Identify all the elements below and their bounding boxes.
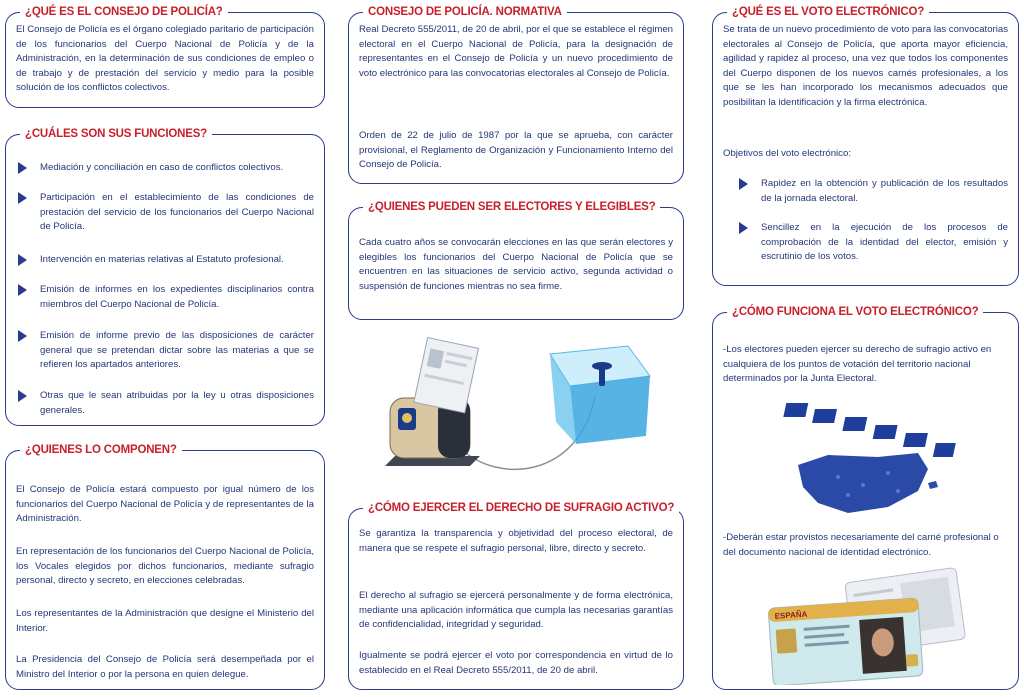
funciones-title: ¿CUÁLES SON SUS FUNCIONES? bbox=[20, 125, 212, 143]
normativa-paragraph: Real Decreto 555/2011, de 20 de abril, por el que se establece el régimen electoral en el Cuerpo Nacional de Policía, para la designación de representantes en el Consejo de Policía y un nuevo procedimiento de voto electrónico para las convocatorias electorales al Consejo de Policía. bbox=[359, 24, 673, 79]
normativa-title: CONSEJO DE POLICÍA. NORMATIVA bbox=[363, 3, 567, 21]
componen-paragraph: Los representantes de la Administración que designe el Ministerio del Interior. bbox=[16, 608, 314, 634]
list-item: Rapidez en la obtención y publicación de los resultados de la jornada electoral. bbox=[737, 177, 1008, 206]
normativa-box bbox=[348, 6, 684, 184]
arrow-right-icon bbox=[18, 254, 27, 266]
card-country-text: ESPAÑA bbox=[774, 609, 808, 621]
list-item: Participación en el establecimiento de las condiciones de prestación del servicio de los funcionarios del Cuerpo Nacional de Policía. bbox=[16, 191, 314, 235]
funciona-box bbox=[712, 306, 1019, 690]
arrow-right-icon bbox=[18, 390, 27, 402]
funciona-title: ¿CÓMO FUNCIONA EL VOTO ELECTRÓNICO? bbox=[727, 303, 983, 321]
list-item: Sencillez en la ejecución de los procesos de comprobación de la identidad del elector, emisión y escrutinio de los votos. bbox=[737, 221, 1008, 265]
componen-paragraph: La Presidencia del Consejo de Policía será desempeñada por el Ministro del Interior o por la persona en quien delegue. bbox=[16, 654, 314, 680]
card-reader-ballot-box-image bbox=[380, 336, 660, 476]
spain-network-map-image bbox=[768, 395, 968, 525]
list-item: Otras que le sean atribuidas por la ley u otras disposiciones generales. bbox=[16, 389, 314, 418]
arrow-right-icon bbox=[18, 284, 27, 296]
sufragio-paragraph: Se garantiza la transparencia y objetividad del proceso electoral, de manera que se respete el sufragio personal, libre, directo y secreto. bbox=[359, 528, 673, 554]
electores-text: Cada cuatro años se convocarán elecciones en las que serán electores y elegibles los funcionarios del Cuerpo Nacional de Policía que se encuentren en las situaciones de servicio activo, segunda actividad o suspensión de funciones mientras no sea firme. bbox=[359, 237, 673, 292]
que-es-consejo-text: El Consejo de Policía es el órgano colegiado paritario de participación de los funcionarios del Cuerpo Nacional de Policía y de la Administración, en la determinación de sus condiciones de empleo o de trabajo y de prestación del servicio y medio para la posible solución de los conflictos colectivos. bbox=[16, 24, 314, 94]
que-es-consejo-title: ¿QUÉ ES EL CONSEJO DE POLICÍA? bbox=[20, 3, 228, 21]
componen-paragraph: El Consejo de Policía estará compuesto por igual número de los funcionarios del Cuerpo Nacional de Policía y de representantes de la Administración. bbox=[16, 484, 314, 525]
normativa-paragraph: Orden de 22 de julio de 1987 por la que se aprueba, con carácter provisional, el Reglamento de Organización y Funcionamiento Interno del Consejo de Policía. bbox=[359, 130, 673, 171]
id-cards-image bbox=[765, 567, 975, 685]
electronic-voting-illustration bbox=[380, 336, 660, 476]
arrow-right-icon bbox=[739, 178, 748, 190]
componen-title: ¿QUIENES LO COMPONEN? bbox=[20, 441, 182, 459]
componen-paragraph: En representación de los funcionarios del Cuerpo Nacional de Policía, los Vocales elegidos por dichos funcionarios, mediante sufragio personal, directo y secreto, en elecciones celebradas. bbox=[16, 546, 314, 587]
objetivos-label: Objetivos del voto electrónico: bbox=[723, 148, 851, 159]
sufragio-box bbox=[348, 502, 684, 690]
list-item: Emisión de informe previo de las disposiciones de carácter general que se pretendan dictar sobre las materias a que se refieren los apartados anteriores. bbox=[16, 329, 314, 373]
arrow-right-icon bbox=[18, 192, 27, 204]
sufragio-paragraph: El derecho al sufragio se ejercerá personalmente y de forma electrónica, mediante una aplicación informática que cumpla las necesarias garantías de confidencialidad, integridad y seguridad. bbox=[359, 590, 673, 631]
componen-box bbox=[5, 444, 325, 690]
funciones-box bbox=[5, 128, 325, 426]
electores-title: ¿QUIENES PUEDEN SER ELECTORES Y ELEGIBLES? bbox=[363, 198, 660, 216]
funciona-paragraph-1: -Los electores pueden ejercer su derecho de sufragio activo en cualquiera de los puntos de votación del territorio nacional determinados por la Junta Electoral. bbox=[723, 344, 992, 385]
arrow-right-icon bbox=[739, 222, 748, 234]
arrow-right-icon bbox=[18, 330, 27, 342]
list-item: Intervención en materias relativas al Estatuto profesional. bbox=[16, 253, 314, 268]
sufragio-title: ¿CÓMO EJERCER EL DERECHO DE SUFRAGIO ACTIVO? bbox=[363, 499, 679, 517]
voto-electronico-text: Se trata de un nuevo procedimiento de voto para las convocatorias electorales al Consejo de Policía, que aporta mayor eficiencia, agilidad y rapidez al proceso, una vez que todos los componentes del Cuerpo disponen de los nuevos carnés profesionales, a los que se les han incorporado los mecanismos adecuados que posibilitan la identificación y la firma electrónica. bbox=[723, 24, 1008, 108]
list-item: Mediación y conciliación en caso de conflictos colectivos. bbox=[16, 161, 314, 176]
que-es-consejo-box bbox=[5, 6, 325, 108]
sufragio-paragraph: Igualmente se podrá ejercer el voto por correspondencia en virtud de lo establecido en el Real Decreto 555/2011, de 20 de abril. bbox=[359, 650, 673, 676]
electores-box bbox=[348, 201, 684, 320]
voto-electronico-box bbox=[712, 6, 1019, 286]
arrow-right-icon bbox=[18, 162, 27, 174]
voto-electronico-title: ¿QUÉ ES EL VOTO ELECTRÓNICO? bbox=[727, 3, 929, 21]
funciona-paragraph-2: -Deberán estar provistos necesariamente del carné profesional o del documento nacional de identidad electrónico. bbox=[723, 532, 999, 558]
list-item: Emisión de informes en los expedientes disciplinarios contra miembros del Cuerpo Nacional de Policía. bbox=[16, 283, 314, 312]
